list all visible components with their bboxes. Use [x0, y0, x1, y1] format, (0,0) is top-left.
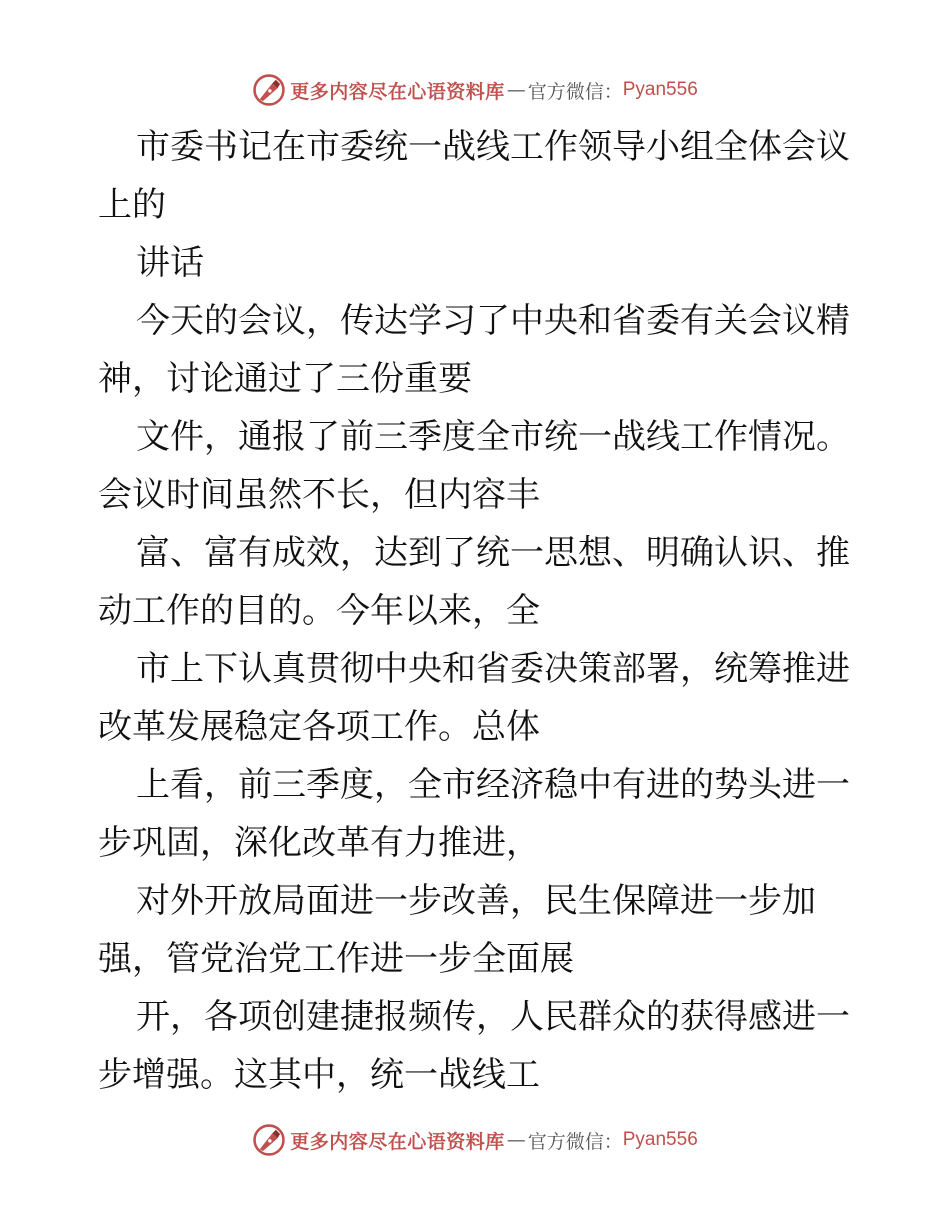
paragraph-line: 步增强。这其中，统一战线工 — [98, 1055, 540, 1095]
paragraph-line: 开，各项创建捷报频传，人民群众的获得感进一 — [136, 997, 850, 1037]
document-body — [98, 118, 878, 1104]
watermark-wechat-label: 官方微信： — [527, 1130, 623, 1153]
paragraph-line: 强，管党治党工作进一步全面展 — [98, 939, 574, 979]
document-title-line-2: 上的 — [98, 185, 166, 225]
paragraph-line: 市上下认真贯彻中央和省委决策部署，统筹推进 — [136, 649, 850, 689]
watermark-wechat-id: Pyan556 — [622, 1129, 698, 1150]
paragraph-line: 富、富有成效，达到了统一思想、明确认识、推 — [136, 533, 850, 573]
paragraph-line: 步巩固，深化改革有力推进， — [98, 823, 540, 863]
paragraph-line: 今天的会议，传达学习了中央和省委有关会议精 — [136, 301, 850, 341]
watermark-site-text: 更多内容尽在心语资料库 — [290, 1130, 505, 1153]
pen-nib-logo-icon — [252, 73, 286, 107]
document-title-line-3: 讲话 — [136, 243, 204, 283]
paragraph-line: 文件，通报了前三季度全市统一战线工作情况。 — [136, 417, 850, 457]
watermark-wechat-id: Pyan556 — [622, 79, 698, 100]
paragraph-line: 动工作的目的。今年以来，全 — [98, 591, 540, 631]
watermark-wechat-label: 官方微信： — [527, 80, 623, 103]
pen-nib-logo-icon — [252, 1123, 286, 1157]
paragraph-line: 对外开放局面进一步改善，民生保障进一步加 — [136, 881, 816, 921]
watermark-site-text: 更多内容尽在心语资料库 — [290, 80, 505, 103]
header-watermark — [0, 70, 950, 110]
paragraph-line: 会议时间虽然不长，但内容丰 — [98, 475, 540, 515]
watermark-separator: — — [506, 79, 526, 101]
document-title-line-1: 市委书记在市委统一战线工作领导小组全体会议 — [136, 127, 850, 167]
paragraph-line: 改革发展稳定各项工作。总体 — [98, 707, 540, 747]
footer-watermark — [0, 1120, 950, 1160]
paragraph-line: 上看，前三季度，全市经济稳中有进的势头进一 — [136, 765, 850, 805]
paragraph-line: 神，讨论通过了三份重要 — [98, 359, 472, 399]
watermark-separator: — — [506, 1129, 526, 1151]
